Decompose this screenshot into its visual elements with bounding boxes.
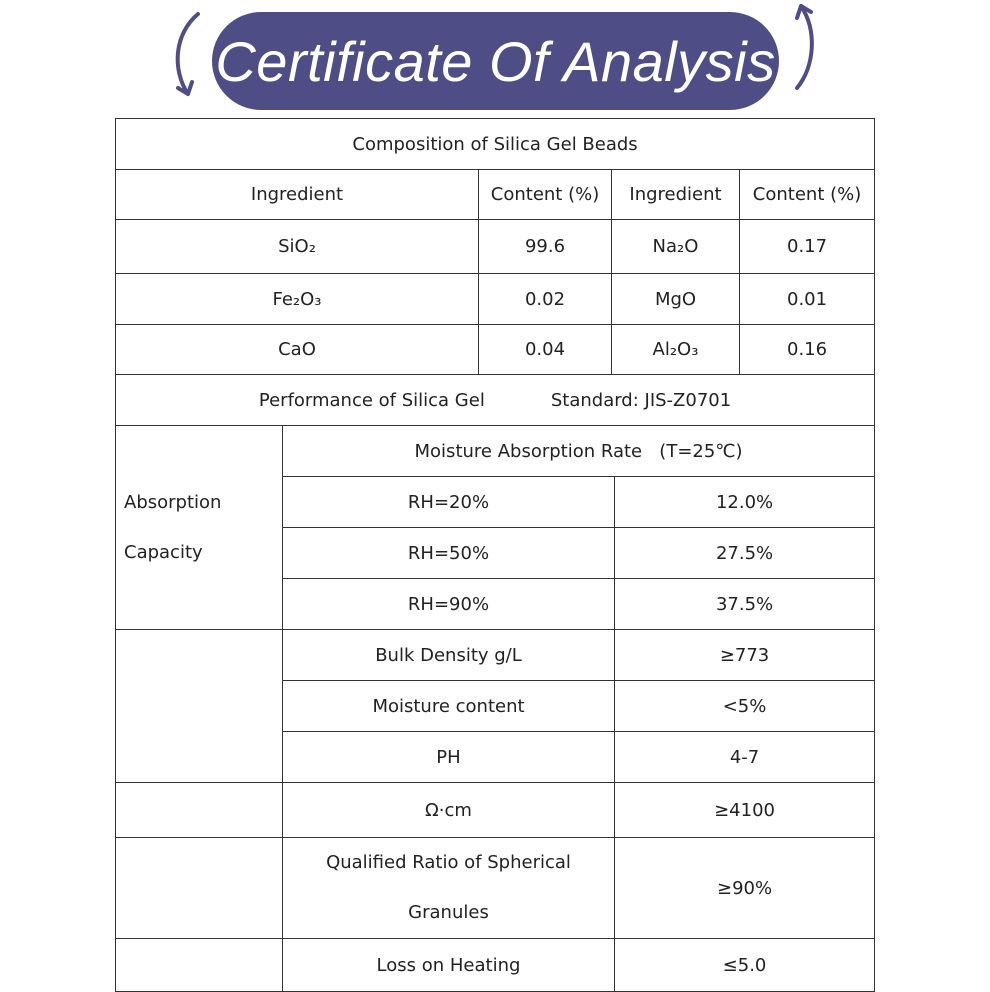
absorption-capacity-label	[116, 426, 283, 630]
property-value: ≥4100	[615, 783, 875, 838]
empty-label-cell	[116, 630, 283, 783]
property-label	[283, 838, 615, 939]
property-label: Bulk Density g/L	[283, 630, 615, 681]
content-cell: 0.17	[740, 220, 875, 274]
col-header-content-2: Content (%)	[740, 170, 875, 220]
table-row	[116, 630, 875, 681]
rh-label: RH=50%	[283, 528, 615, 579]
property-label: PH	[283, 732, 615, 783]
performance-standard: Standard: JIS-Z0701	[550, 389, 732, 411]
ingredient-cell: CaO	[116, 325, 479, 375]
absorption-label-line1: Absorption	[124, 491, 222, 513]
composition-title-row	[116, 119, 875, 170]
property-value: ≤5.0	[615, 939, 875, 992]
table-row	[116, 838, 875, 939]
empty-label-cell	[116, 939, 283, 992]
table-row	[116, 274, 875, 325]
rh-value: 37.5%	[615, 579, 875, 630]
qualified-ratio-line2: Granules	[408, 902, 489, 923]
content-cell: 0.01	[740, 274, 875, 325]
rh-label: RH=20%	[283, 477, 615, 528]
table-row	[116, 939, 875, 992]
moisture-rate-title: Moisture Absorption Rate (T=25℃)	[283, 426, 875, 477]
property-value: 4-7	[615, 732, 875, 783]
ingredient-cell: Al₂O₃	[612, 325, 740, 375]
empty-label-cell	[116, 838, 283, 939]
table-row	[116, 325, 875, 375]
property-label: Moisture content	[283, 681, 615, 732]
page-title: Certificate Of Analysis	[215, 29, 776, 93]
composition-header-row	[116, 170, 875, 220]
rh-value: 12.0%	[615, 477, 875, 528]
col-header-content-1: Content (%)	[479, 170, 612, 220]
property-label: Ω·cm	[283, 783, 615, 838]
curved-arrow-right-icon	[783, 0, 823, 92]
analysis-table	[115, 118, 875, 992]
performance-title: Performance of Silica Gel	[258, 389, 485, 411]
table-row	[116, 220, 875, 274]
table-row	[116, 783, 875, 838]
rh-label: RH=90%	[283, 579, 615, 630]
content-cell: 0.04	[479, 325, 612, 375]
content-cell: 0.16	[740, 325, 875, 375]
rh-value: 27.5%	[615, 528, 875, 579]
ingredient-cell: MgO	[612, 274, 740, 325]
performance-title-row	[116, 375, 875, 426]
col-header-ingredient-2: Ingredient	[612, 170, 740, 220]
property-value: ≥773	[615, 630, 875, 681]
composition-title: Composition of Silica Gel Beads	[116, 119, 875, 170]
ingredient-cell: Fe₂O₃	[116, 274, 479, 325]
qualified-ratio-line1: Qualified Ratio of Spherical	[326, 852, 571, 873]
ingredient-cell: Na₂O	[612, 220, 740, 274]
ingredient-cell: SiO₂	[116, 220, 479, 274]
property-value: ≥90%	[615, 838, 875, 939]
property-value: <5%	[615, 681, 875, 732]
property-label: Loss on Heating	[283, 939, 615, 992]
title-banner	[212, 12, 779, 110]
absorption-label-line2: Capacity	[124, 541, 203, 563]
content-cell: 99.6	[479, 220, 612, 274]
content-cell: 0.02	[479, 274, 612, 325]
col-header-ingredient-1: Ingredient	[116, 170, 479, 220]
empty-label-cell	[116, 783, 283, 838]
curved-arrow-left-icon	[166, 8, 206, 100]
moisture-rate-row	[116, 426, 875, 477]
